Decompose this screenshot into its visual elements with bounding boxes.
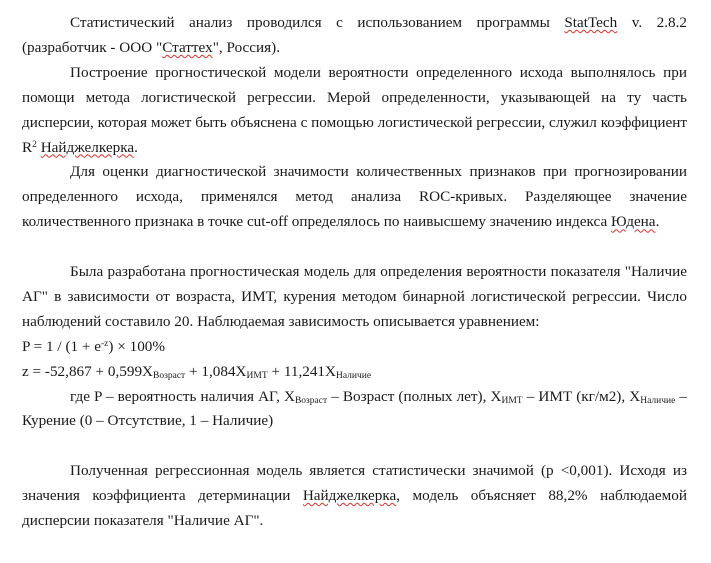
subscript-smoking: Наличие xyxy=(336,370,372,381)
text-run: Статистический анализ проводился с использованием программы xyxy=(70,14,565,31)
text-run: Для оценки диагностической значимости количественных признаков при прогнозировании определенного исхода, применялся метод анализа ROC-кривых. Разделяющее значение количественного признака в точке cut-off определялось по наивысшему значению индекса xyxy=(22,163,687,231)
text-run: . xyxy=(134,138,138,156)
misspelled-word-stattekh[interactable]: Статтех xyxy=(162,38,213,56)
paragraph-model-significance xyxy=(22,459,687,534)
text-run: . xyxy=(655,213,660,231)
text-run: ) × 100% xyxy=(108,337,166,355)
superscript-2: 2 xyxy=(32,139,37,150)
paragraph-logistic-model xyxy=(22,61,687,161)
superscript-minus-z: -z xyxy=(101,338,109,349)
text-run: + 1,084X xyxy=(185,362,247,380)
empty-line xyxy=(22,434,687,459)
paragraph-variable-legend xyxy=(22,385,687,435)
empty-line xyxy=(22,235,687,260)
equation-probability xyxy=(22,335,687,360)
text-run: Полученная регрессионная модель является статистически значимой (p <0,001). Исходя из значения коэффициента детерминации xyxy=(22,462,687,505)
text-run: – Возраст (полных лет), X xyxy=(327,387,502,405)
text-run: , модель объясняет 88,2% наблюдаемой дисперсии показателя "Наличие АГ". xyxy=(22,487,687,530)
misspelled-word-stattech[interactable]: StatTech xyxy=(564,14,618,31)
text-run: – ИМТ (кг/м2), X xyxy=(522,387,641,405)
text-run: v. 2.8.2 (разработчик - ООО " xyxy=(22,14,687,56)
document-page xyxy=(22,11,687,534)
subscript-bmi: ИМТ xyxy=(246,370,268,381)
subscript-bmi: ИМТ xyxy=(501,395,523,406)
text-run: ", Россия). xyxy=(212,38,280,56)
text-run: – Курение (0 – Отсутствие, 1 – Наличие) xyxy=(22,387,687,430)
subscript-smoking: Наличие xyxy=(640,395,676,406)
misspelled-word-youden[interactable]: Юдена xyxy=(610,213,656,231)
paragraph-software xyxy=(22,11,687,61)
equation-z xyxy=(22,360,687,385)
text-run: P = 1 / (1 + e xyxy=(22,337,101,355)
subscript-age: Возраст xyxy=(294,395,328,406)
subscript-age: Возраст xyxy=(153,370,186,381)
paragraph-roc-analysis xyxy=(22,160,687,235)
paragraph-model-description: Была разработана прогностическая модель для определения вероятности показателя "Наличие АГ" в зависимости от возраста, ИМТ, курения методом бинарной логистической регрессии. Число наблюдений составило 20. Наблюдаемая зависимость описывается уравнением: xyxy=(22,263,687,330)
text-run: z = -52,867 + 0,599X xyxy=(22,362,154,380)
text-run: где P – вероятность наличия АГ, X xyxy=(70,387,295,405)
text-run: Построение прогностической модели вероятности определенного исхода выполнялось при помощи метода логистической регрессии. Мерой определенности, указывающей на ту часть дисперсии, которая может быть объяснена с помощью логистической регрессии, служил коэффициент R xyxy=(22,63,687,156)
misspelled-word-nagelkerke[interactable]: Найджелкерка xyxy=(302,487,397,505)
text-run: + 11,241X xyxy=(267,362,336,380)
misspelled-word-nagelkerke[interactable]: Найджелкерка xyxy=(40,138,135,156)
